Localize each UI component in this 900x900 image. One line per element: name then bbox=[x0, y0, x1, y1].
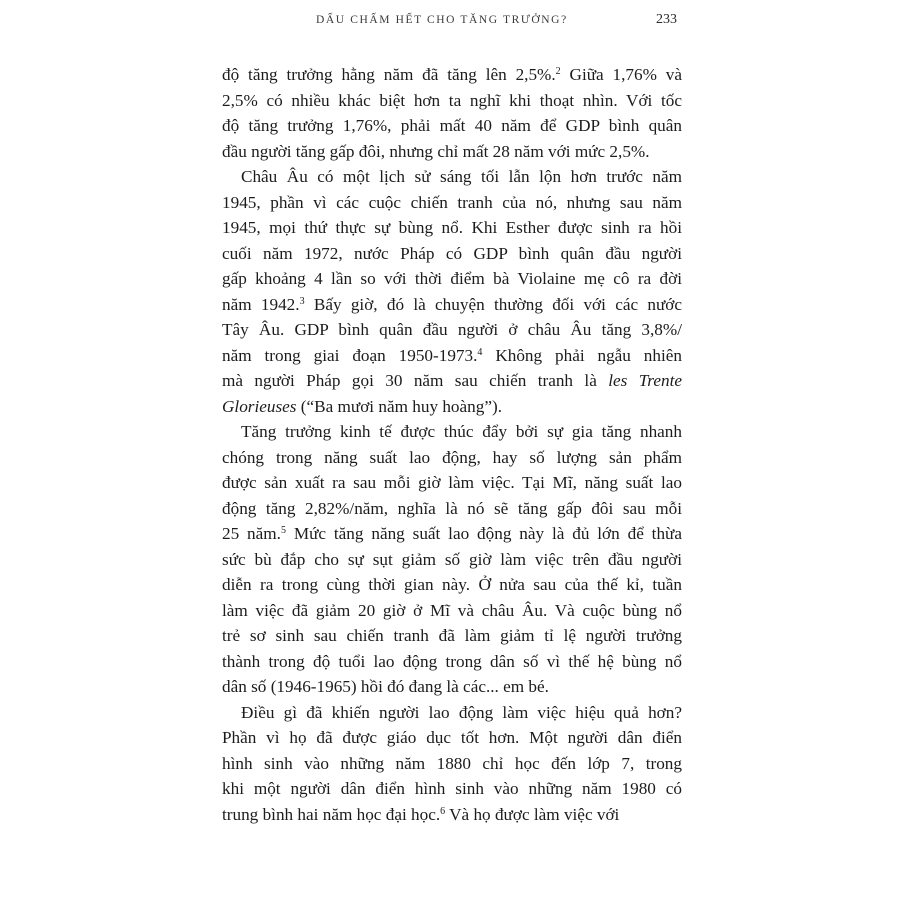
text-line bbox=[222, 317, 682, 343]
text-segment: diễn ra trong cùng thời gian này. Ở nửa sau của thế kỉ, tuần bbox=[222, 575, 682, 594]
footnote-marker: 5 bbox=[280, 525, 286, 536]
paragraph bbox=[222, 62, 682, 164]
text-line bbox=[222, 521, 682, 547]
text-segment: khi một người dân điển hình sinh vào những năm 1980 có bbox=[222, 779, 682, 798]
text-line bbox=[222, 751, 682, 777]
text-segment: dân số (1946-1965) hồi đó đang là các... em bé. bbox=[222, 677, 549, 696]
text-line bbox=[222, 190, 682, 216]
text-segment: 1945, phần vì các cuộc chiến tranh của nó, nhưng sau năm bbox=[222, 192, 682, 212]
text-line bbox=[222, 598, 682, 624]
page-number: 233 bbox=[656, 12, 677, 27]
text-segment: cuối năm 1972, nước Pháp có GDP bình quân đầu người bbox=[222, 243, 682, 263]
text-segment: thành trong độ tuổi lao động trong dân số vì thế hệ bùng nổ bbox=[222, 651, 682, 671]
text-segment: độ tăng trưởng hằng năm đã tăng lên 2,5%. bbox=[222, 65, 556, 84]
text-segment: đầu người tăng gấp đôi, nhưng chỉ mất 28 năm với mức 2,5%. bbox=[222, 141, 650, 161]
paragraph bbox=[222, 164, 682, 419]
text-segment: (“Ba mươi năm huy hoàng”). bbox=[296, 396, 502, 416]
text-line bbox=[222, 623, 682, 649]
text-segment: chóng trong năng suất lao động, hay số lượng sản phẩm bbox=[222, 447, 682, 467]
text-segment: Mức tăng năng suất lao động này là đủ lớn để thừa bbox=[285, 524, 682, 543]
text-segment: hình sinh vào những năm 1880 chỉ học đến lớp 7, trong bbox=[222, 753, 682, 773]
text-line bbox=[222, 343, 682, 369]
text-segment: Bấy giờ, đó là chuyện thường đối với các nước bbox=[304, 294, 683, 314]
text-line bbox=[222, 241, 682, 267]
footnote-marker: 4 bbox=[477, 346, 483, 358]
text-segment: sức bù đắp cho sự sụt giảm số giờ làm việc trên đầu người bbox=[222, 549, 682, 569]
text-segment: Phần vì họ đã được giáo dục tốt hơn. Một người dân điển bbox=[222, 728, 682, 747]
text-segment: Không phải ngẫu nhiên bbox=[482, 345, 682, 365]
text-line bbox=[222, 266, 682, 292]
text-segment: trẻ sơ sinh sau chiến tranh đã làm giảm tỉ lệ người trưởng bbox=[222, 626, 682, 645]
paragraph bbox=[222, 700, 682, 828]
text-line bbox=[222, 700, 682, 726]
text-line bbox=[222, 470, 682, 496]
text-segment: Và họ được làm việc với bbox=[445, 804, 620, 824]
text-line bbox=[222, 572, 682, 598]
italic-text: les Trente bbox=[608, 371, 682, 390]
text-segment: 1945, mọi thứ thực sự bùng nổ. Khi Esther được sinh ra hồi bbox=[222, 218, 682, 237]
paragraph bbox=[222, 419, 682, 700]
text-segment: trung bình hai năm học đại học. bbox=[222, 804, 441, 824]
text-line bbox=[222, 139, 682, 165]
text-line bbox=[222, 547, 682, 573]
text-line bbox=[222, 164, 682, 190]
text-segment: Châu Âu có một lịch sử sáng tối lẫn lộn hơn trước năm bbox=[241, 167, 682, 186]
footnote-marker: 2 bbox=[555, 66, 561, 77]
text-line bbox=[222, 419, 682, 445]
text-segment: Giữa 1,76% và bbox=[560, 65, 683, 84]
text-segment: năm trong giai đoạn 1950-1973. bbox=[222, 345, 478, 365]
text-line bbox=[222, 674, 682, 700]
text-line bbox=[222, 776, 682, 802]
footnote-marker: 3 bbox=[299, 295, 305, 307]
text-segment: được sản xuất ra sau mỗi giờ làm việc. Tại Mĩ, năng suất lao bbox=[222, 473, 682, 492]
text-segment: gấp khoảng 4 lần so với thời điểm bà Violaine mẹ cô ra đời bbox=[222, 269, 682, 288]
text-line bbox=[222, 394, 682, 420]
text-segment: độ tăng trưởng 1,76%, phải mất 40 năm để GDP bình quân bbox=[222, 116, 682, 135]
running-title: DẤU CHẤM HẾT CHO TĂNG TRƯỞNG? bbox=[316, 14, 568, 26]
text-line bbox=[222, 802, 682, 828]
text-line bbox=[222, 496, 682, 522]
text-line bbox=[222, 88, 682, 114]
text-line bbox=[222, 113, 682, 139]
body-text bbox=[222, 62, 682, 827]
text-segment: Tây Âu. GDP bình quân đầu người ở châu Âu tăng 3,8%/ bbox=[222, 320, 682, 339]
text-segment: 2,5% có nhiều khác biệt hơn ta nghĩ khi thoạt nhìn. Với tốc bbox=[222, 90, 682, 110]
running-header bbox=[0, 12, 900, 32]
text-line bbox=[222, 649, 682, 675]
text-line bbox=[222, 292, 682, 318]
text-line bbox=[222, 368, 682, 394]
text-segment: mà người Pháp gọi 30 năm sau chiến tranh là bbox=[222, 371, 609, 390]
text-segment: 25 năm. bbox=[222, 524, 281, 543]
text-line bbox=[222, 62, 682, 88]
text-line bbox=[222, 215, 682, 241]
italic-text: Glorieuses bbox=[222, 396, 297, 416]
text-segment: năm 1942. bbox=[222, 294, 300, 314]
footnote-marker: 6 bbox=[440, 805, 446, 817]
text-segment: Điều gì đã khiến người lao động làm việc hiệu quả hơn? bbox=[241, 702, 682, 722]
text-line bbox=[222, 725, 682, 751]
text-segment: động tăng 2,82%/năm, nghĩa là nó sẽ tăng gấp đôi sau mỗi bbox=[222, 498, 682, 518]
text-segment: làm việc đã giảm 20 giờ ở Mĩ và châu Âu. Và cuộc bùng nổ bbox=[222, 600, 682, 620]
text-segment: Tăng trưởng kinh tế được thúc đẩy bởi sự gia tăng nhanh bbox=[241, 422, 682, 441]
text-line bbox=[222, 445, 682, 471]
